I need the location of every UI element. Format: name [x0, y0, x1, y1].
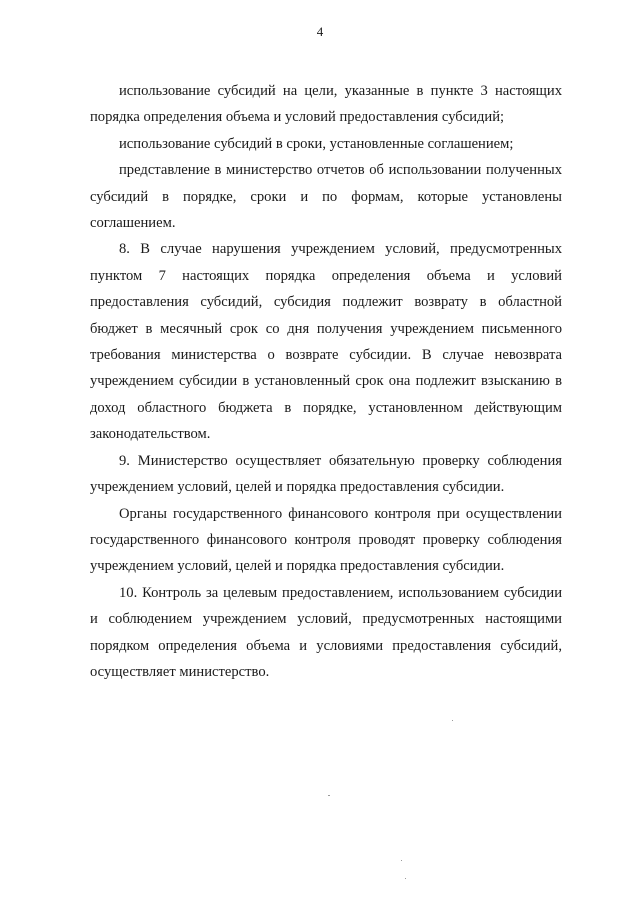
page-number: 4: [316, 24, 324, 39]
paragraph-purpose-use: использование субсидий на цели, указанные в пункте 3 настоящих порядка определения объема и условий предоставления субсидий;: [90, 83, 562, 126]
scan-speck: [405, 878, 406, 879]
paragraph-reports: представление в министерство отчетов об использовании полученных субсидий в порядке, сроки и по формам, которые установлены соглашением.: [90, 162, 562, 232]
document-body: [90, 78, 562, 685]
paragraph-item-9: 9. Министерство осуществляет обязательную проверку соблюдения учреждением условий, целей и порядка предоставления субсидии.: [90, 452, 562, 496]
scan-speck: [452, 720, 453, 721]
paragraph-timely-use: использование субсидий в сроки, установленные соглашением;: [119, 135, 514, 152]
scan-speck: [328, 795, 330, 796]
paragraph-item-10: 10. Контроль за целевым предоставлением, использованием субсидии и соблюдением учреждением условий, предусмотренных настоящими порядком определения объема и условиями предоставления субсидий, осуществляет министерство.: [90, 584, 562, 680]
paragraph-item-8: 8. В случае нарушения учреждением условий, предусмотренных пунктом 7 настоящих порядка определения объема и условий предоставления субсидий, субсидия подлежит возврату в областной бюджет в месячный срок со дня получения учреждением письменного требования министерства о возврате субсидии. В случае невозврата учреждением субсидии в установленный срок она подлежит взысканию в доход областного бюджета в порядке, установленном действующим законодательством.: [90, 241, 562, 443]
paragraph-financial-control: Органы государственного финансового контроля при осуществлении государственного финансового контроля проводят проверку соблюдения учреждением условий, целей и порядка предоставления субсидии.: [90, 505, 562, 575]
scan-speck: [401, 860, 402, 861]
